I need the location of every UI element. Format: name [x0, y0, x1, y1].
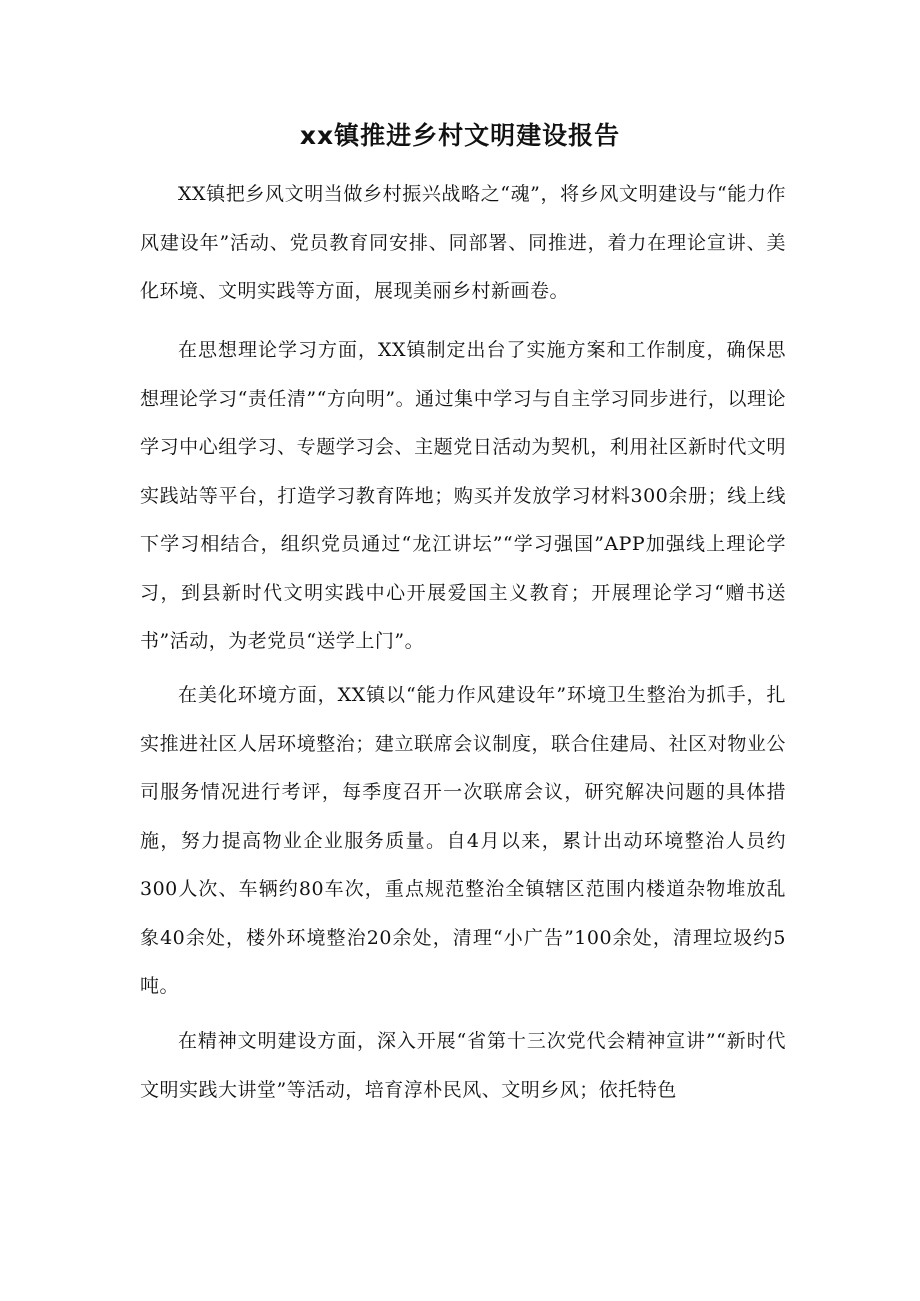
- document-title: xx镇推进乡村文明建设报告: [299, 121, 621, 150]
- paragraph-intro: XX镇把乡风文明当做乡村振兴战略之“魂”，将乡风文明建设与“能力作风建设年”活动、党员教育同安排、同部署、同推进，着力在理论宣讲、美化环境、文明实践等方面，展现美丽乡村新画卷。: [140, 183, 786, 302]
- paragraph-spiritual-civilization: 在精神文明建设方面，深入开展“省第十三次党代会精神宣讲”“新时代文明实践大讲堂”等活动，培育淳朴民风、文明乡风；依托特色: [140, 1030, 786, 1101]
- paragraph-environment: 在美化环境方面，XX镇以“能力作风建设年”环境卫生整治为抓手，扎实推进社区人居环境整治；建立联席会议制度，联合住建局、社区对物业公司服务情况进行考评，每季度召开一次联席会议，研究解决问题的具体措施，努力提高物业企业服务质量。自4月以来，累计出动环境整治人员约300人次、车辆约80车次，重点规范整治全镇辖区范围内楼道杂物堆放乱象40余处，楼外环境整治20余处，清理“小广告”100余处，清理垃圾约5吨。: [140, 684, 786, 997]
- paragraph-theory-study: 在思想理论学习方面，XX镇制定出台了实施方案和工作制度，确保思想理论学习“责任清”“方向明”。通过集中学习与自主学习同步进行，以理论学习中心组学习、专题学习会、主题党日活动为契机，利用社区新时代文明实践站等平台，打造学习教育阵地；购买并发放学习材料300余册；线上线下学习相结合，组织党员通过“龙江讲坛”“学习强国”APP加强线上理论学习，到县新时代文明实践中心开展爱国主义教育；开展理论学习“赠书送书”活动，为老党员“送学上门”。: [140, 339, 786, 652]
